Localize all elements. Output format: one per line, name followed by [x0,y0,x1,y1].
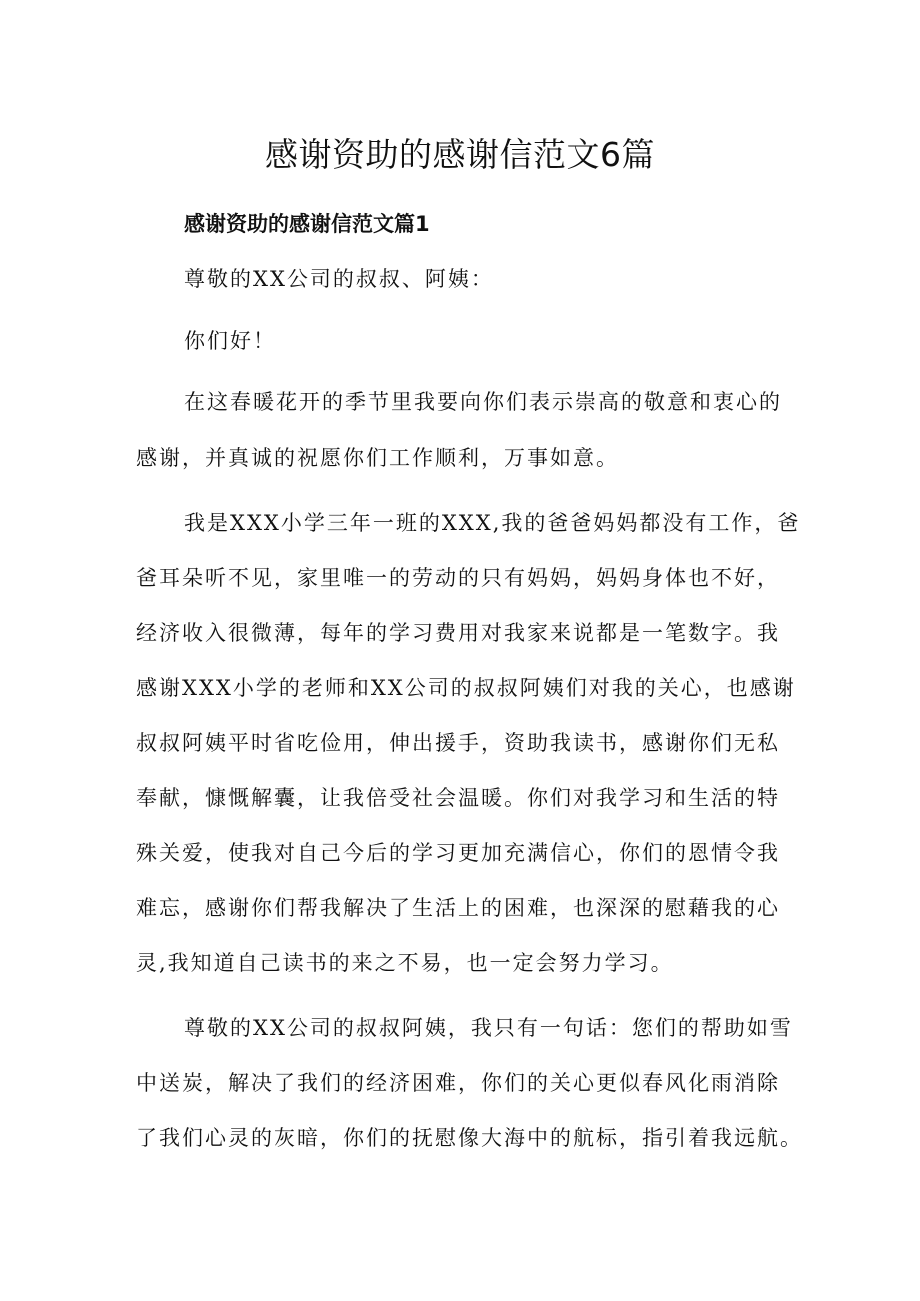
paragraph-line: 殊关爱，使我对自己今后的学习更加充满信心，你们的恩情令我 [136,841,780,865]
paragraph-line: 经济收入很微薄，每年的学习费用对我家来说都是一笔数字。我 [136,621,780,645]
paragraph-line: 我是XXX小学三年一班的XXX,我的爸爸妈妈都没有工作，爸 [184,511,801,535]
salutation-line: 尊敬的XX公司的叔叔、阿姨： [184,267,494,291]
document-title: 感谢资助的感谢信范文6篇 [265,135,655,174]
paragraph-line: 感谢XXX小学的老师和XX公司的叔叔阿姨们对我的关心，也感谢 [136,676,796,700]
paragraph-line: 灵,我知道自己读书的来之不易，也一定会努力学习。 [136,951,674,975]
paragraph-line: 中送炭，解决了我们的经济困难，你们的关心更似春风化雨消除 [136,1071,780,1095]
paragraph-line: 难忘，感谢你们帮我解决了生活上的困难，也深深的慰藉我的心 [136,896,780,920]
paragraph-line: 了我们心灵的灰暗，你们的抚慰像大海中的航标，指引着我远航。 [136,1126,803,1150]
paragraph-line: 爸耳朵听不见，家里唯一的劳动的只有妈妈，妈妈身体也不好， [136,566,780,590]
paragraph-line: 奉献，慷慨解囊，让我倍受社会温暖。你们对我学习和生活的特 [136,786,780,810]
paragraph-line: 叔叔阿姨平时省吃俭用，伸出援手，资助我读书，感谢你们无私 [136,731,780,755]
paragraph-line: 尊敬的XX公司的叔叔阿姨，我只有一句话：您们的帮助如雪 [184,1016,793,1040]
paragraph-line: 感谢，并真诚的祝愿你们工作顺利，万事如意。 [136,446,619,470]
section-heading: 感谢资助的感谢信范文篇1 [184,212,430,236]
paragraph-line: 在这春暖花开的季节里我要向你们表示崇高的敬意和衷心的 [184,390,782,414]
greeting-line: 你们好！ [184,329,276,353]
